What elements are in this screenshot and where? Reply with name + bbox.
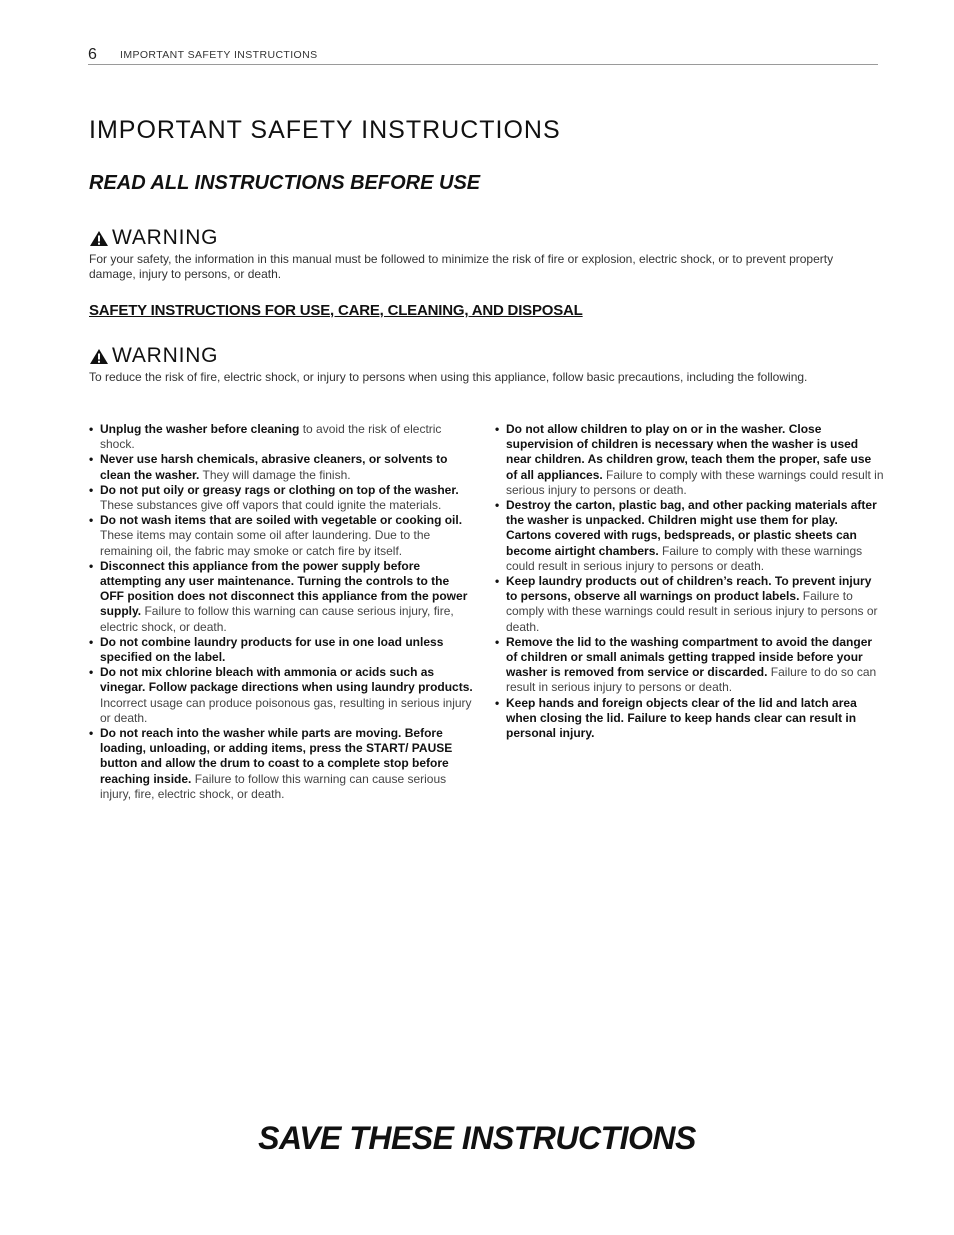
- item-bold-text: Never use harsh chemicals, abrasive cleaners, or solvents to clean the washer.: [100, 452, 448, 482]
- item-bold-text: Do not allow children to play on or in the washer. Close supervision of children is necessary when the washer is used near children. As children grow, teach them the proper, safe use of all appliances.: [506, 422, 872, 482]
- save-instructions-footer: SAVE THESE INSTRUCTIONS: [258, 1120, 696, 1156]
- item-bold-text: Destroy the carton, plastic bag, and other packing materials after the washer is unpacked. Children might use them for play. Cartons covered with rugs, bedspreads, or plastic sheets can become airtight chambers.: [506, 498, 877, 558]
- item-bold-text: Do not put oily or greasy rags or clothing on top of the washer.: [100, 482, 459, 497]
- warning-heading-1: [89, 226, 218, 250]
- list-item: [89, 513, 474, 559]
- item-detail-text: Failure to comply with these warnings could result in serious injury to persons or death.: [506, 589, 878, 634]
- warning-text-2: To reduce the risk of fire, electric shock, or injury to persons when using this appliance, follow basic precautions, including the following.: [89, 370, 808, 384]
- item-detail-text: Failure to follow this warning can cause serious injury, fire, electric shock, or death.: [100, 771, 447, 801]
- item-detail-text: They will damage the finish.: [199, 467, 351, 482]
- item-detail-text: Failure to do so can result in serious injury to persons or death.: [506, 665, 877, 695]
- list-item: [89, 559, 474, 635]
- item-bold-text: Do not reach into the washer while parts are moving. Before loading, unloading, or adding items, press the START/ PAUSE button and allow the drum to coast to a complete stop before reaching inside.: [100, 726, 453, 786]
- list-item: [89, 726, 474, 802]
- warning-triangle-icon: [89, 230, 109, 247]
- header-title: IMPORTANT SAFETY INSTRUCTIONS: [120, 49, 318, 61]
- warning-triangle-icon: [89, 348, 109, 365]
- item-bold-text: Unplug the washer before cleaning: [100, 422, 300, 436]
- item-detail-text: These items may contain some oil after laundering. Due to the remaining oil, the fabric may smoke or catch fire by itself.: [100, 528, 431, 558]
- list-item: [495, 498, 885, 574]
- list-item: [495, 574, 885, 635]
- item-bold-text: Keep hands and foreign objects clear of the lid and latch area when closing the lid. Failure to keep hands clear can result in personal injury.: [506, 695, 857, 741]
- item-bold-text: Remove the lid to the washing compartment to avoid the danger of children or small animals getting trapped inside before your washer is removed from service or discarded.: [506, 634, 873, 680]
- item-bold-text: Keep laundry products out of children’s reach. To prevent injury to persons, observe all warnings on product labels.: [506, 574, 872, 604]
- item-bold-text: Do not mix chlorine bleach with ammonia or acids such as vinegar. Follow package directions when using laundry products.: [100, 665, 473, 695]
- item-detail-text: to avoid the risk of electric shock.: [100, 422, 442, 452]
- list-item: [89, 483, 474, 513]
- warning-label-2: WARNING: [112, 344, 219, 367]
- list-item: [89, 635, 474, 665]
- left-instruction-list: [89, 422, 474, 802]
- list-item: [89, 452, 474, 482]
- warning-heading-2: [89, 344, 218, 368]
- warning-label-1: WARNING: [112, 226, 219, 249]
- list-item: [89, 665, 474, 726]
- section-heading: SAFETY INSTRUCTIONS FOR USE, CARE, CLEANING, AND DISPOSAL: [89, 302, 583, 319]
- item-bold-text: Do not wash items that are soiled with vegetable or cooking oil.: [100, 513, 463, 528]
- list-item: [495, 635, 885, 696]
- list-item: [89, 422, 474, 452]
- item-detail-text: Failure to comply with these warnings could result in serious injury to persons or death.: [506, 543, 863, 573]
- item-bold-text: Do not combine laundry products for use in one load unless specified on the label.: [100, 634, 444, 665]
- item-detail-text: Failure to follow this warning can cause serious injury, fire, electric shock, or death.: [100, 604, 454, 634]
- warning-text-1: For your safety, the information in this manual must be followed to minimize the risk of fire or explosion, electric shock, or to prevent property damage, injury to persons, or death.: [89, 252, 834, 281]
- right-instruction-list: [495, 422, 885, 741]
- list-item: [495, 696, 885, 742]
- item-detail-text: Incorrect usage can produce poisonous gas, resulting in serious injury or death.: [100, 695, 472, 725]
- page-header: [88, 46, 878, 65]
- page-title: IMPORTANT SAFETY INSTRUCTIONS: [89, 116, 561, 144]
- item-detail-text: These substances give off vapors that could ignite the materials.: [100, 498, 442, 513]
- item-detail-text: Failure to comply with these warnings could result in serious injury to persons or death.: [506, 467, 884, 497]
- list-item: [495, 422, 885, 498]
- page-subtitle: READ ALL INSTRUCTIONS BEFORE USE: [89, 172, 481, 194]
- page-number: 6: [88, 46, 97, 63]
- item-bold-text: Disconnect this appliance from the power supply before attempting any user maintenance. Turning the controls to the OFF position does not disconnect this appliance from the power supply.: [100, 558, 468, 619]
